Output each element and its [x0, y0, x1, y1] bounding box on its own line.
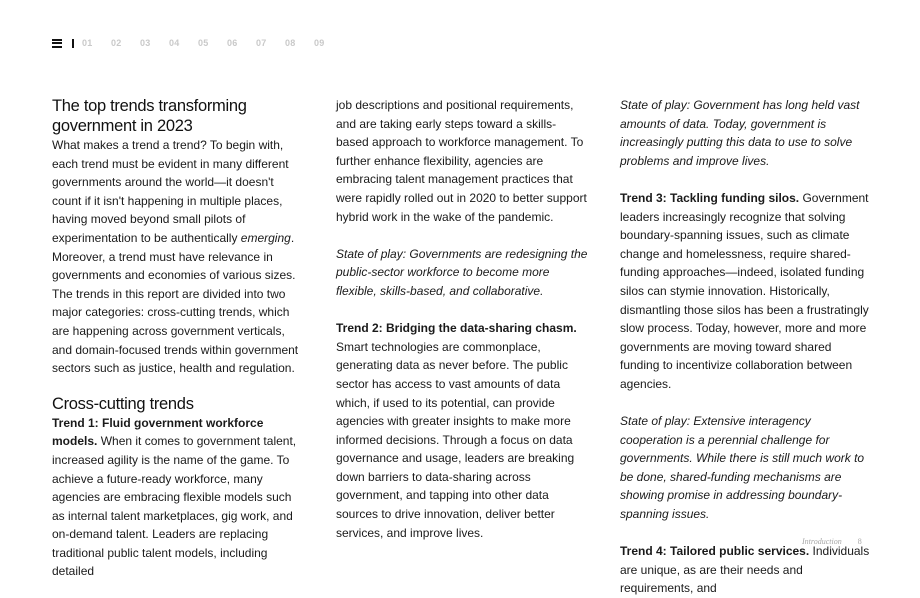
intro-paragraph — [52, 136, 304, 378]
state-of-play-1: State of play: Governments are redesigning the public-sector workforce to become more flexible, skills-based, and collaborative. — [336, 246, 588, 298]
trend-4-lead: Trend 4: Tailored public services. — [620, 544, 810, 559]
page-footer — [802, 537, 862, 546]
nav-item-03[interactable]: 03 — [140, 38, 151, 48]
trend-3-paragraph — [620, 189, 872, 394]
page-number: 8 — [857, 537, 862, 546]
nav-item-05[interactable]: 05 — [198, 38, 209, 48]
continued-paragraph: job descriptions and positional requirements, and are taking early steps toward a skills-based approach to workforce management. To further enhance flexibility, agencies are embracing talent management practices that were rapidly rolled out in 2020 to better support hybrid work in the wake of the pandemic. — [336, 98, 587, 224]
trend-3-text: Government leaders increasingly recognize that solving boundary-spanning issues, such as climate change and homelessness, require shared-funding approaches—indeed, isolated funding silos can stymie innovation. Historically, dismantling those silos has been a frustratingly slow process. Today, however, more and more governments are moving toward shared funding to incentivize collaboration between agencies. — [620, 190, 869, 391]
trend-4-paragraph — [620, 542, 872, 598]
intro-text-a: What makes a trend a trend? To begin with, each trend must be evident in many different governments around the world—it doesn't count if it isn't happening in multiple places, having moved beyond small pilots of experimentation to be authentically — [52, 138, 289, 245]
nav-item-09[interactable]: 09 — [314, 38, 325, 48]
footer-section-label: Introduction — [802, 537, 842, 546]
current-section-marker — [72, 39, 74, 48]
nav-item-08[interactable]: 08 — [285, 38, 296, 48]
menu-icon[interactable] — [52, 39, 62, 48]
intro-emphasis: emerging — [240, 230, 291, 245]
text-column-2 — [336, 96, 588, 542]
text-column-1 — [52, 96, 304, 581]
chapter-nav — [52, 37, 343, 49]
trend-1-lead: Trend 1: Fluid government workforce models. — [52, 415, 264, 449]
subsection-heading: Cross-cutting trends — [52, 394, 194, 413]
text-column-3 — [620, 96, 872, 598]
nav-item-06[interactable]: 06 — [227, 38, 238, 48]
trend-2-text: Smart technologies are commonplace, generating data as never before. The public sector has access to vast amounts of data which, if used to its potential, can provide agencies with greater insights to make more informed decisions. Through a focus on data governance and usage, leaders are breaking down barriers to data-sharing across government, and tapping into other data sources to drive innovation, deliver better services, and improve lives. — [336, 339, 575, 540]
nav-item-02[interactable]: 02 — [111, 38, 122, 48]
trend-3-lead: Trend 3: Tackling funding silos. — [620, 190, 800, 205]
trend-4-text: Individuals are unique, as are their needs and requirements, and — [620, 544, 870, 596]
trend-2-paragraph — [336, 319, 588, 542]
intro-text-b: . Moreover, a trend must have relevance in governments and economies of various sizes. The trends in this report are divided into two major categories: cross-cutting trends, which are happening across government verticals, and domain-focused trends within government sectors such as justice, health and regulation. — [52, 230, 299, 376]
trend-2-lead: Trend 2: Bridging the data-sharing chasm. — [336, 321, 577, 336]
state-of-play-2: State of play: Government has long held vast amounts of data. Today, government is increasingly putting this data to use to solve problems and improve lives. — [620, 98, 860, 168]
section-heading: The top trends transforming government in 2023 — [52, 97, 247, 135]
trend-1-paragraph — [52, 414, 304, 581]
nav-item-04[interactable]: 04 — [169, 38, 180, 48]
trend-1-text: When it comes to government talent, increased agility is the name of the game. To achieve a future-ready workforce, many agencies are embracing flexible models such as internal talent marketplaces, gig work, and on-demand talent. Leaders are replacing traditional public talent models, including detailed — [52, 434, 297, 579]
state-of-play-3: State of play: Extensive interagency cooperation is a perennial challenge for governments. While there is still much work to be done, shared-funding mechanisms are showing promise in addressing boundary-spanning issues. — [620, 414, 865, 522]
nav-item-07[interactable]: 07 — [256, 38, 267, 48]
nav-item-01[interactable]: 01 — [82, 38, 93, 48]
